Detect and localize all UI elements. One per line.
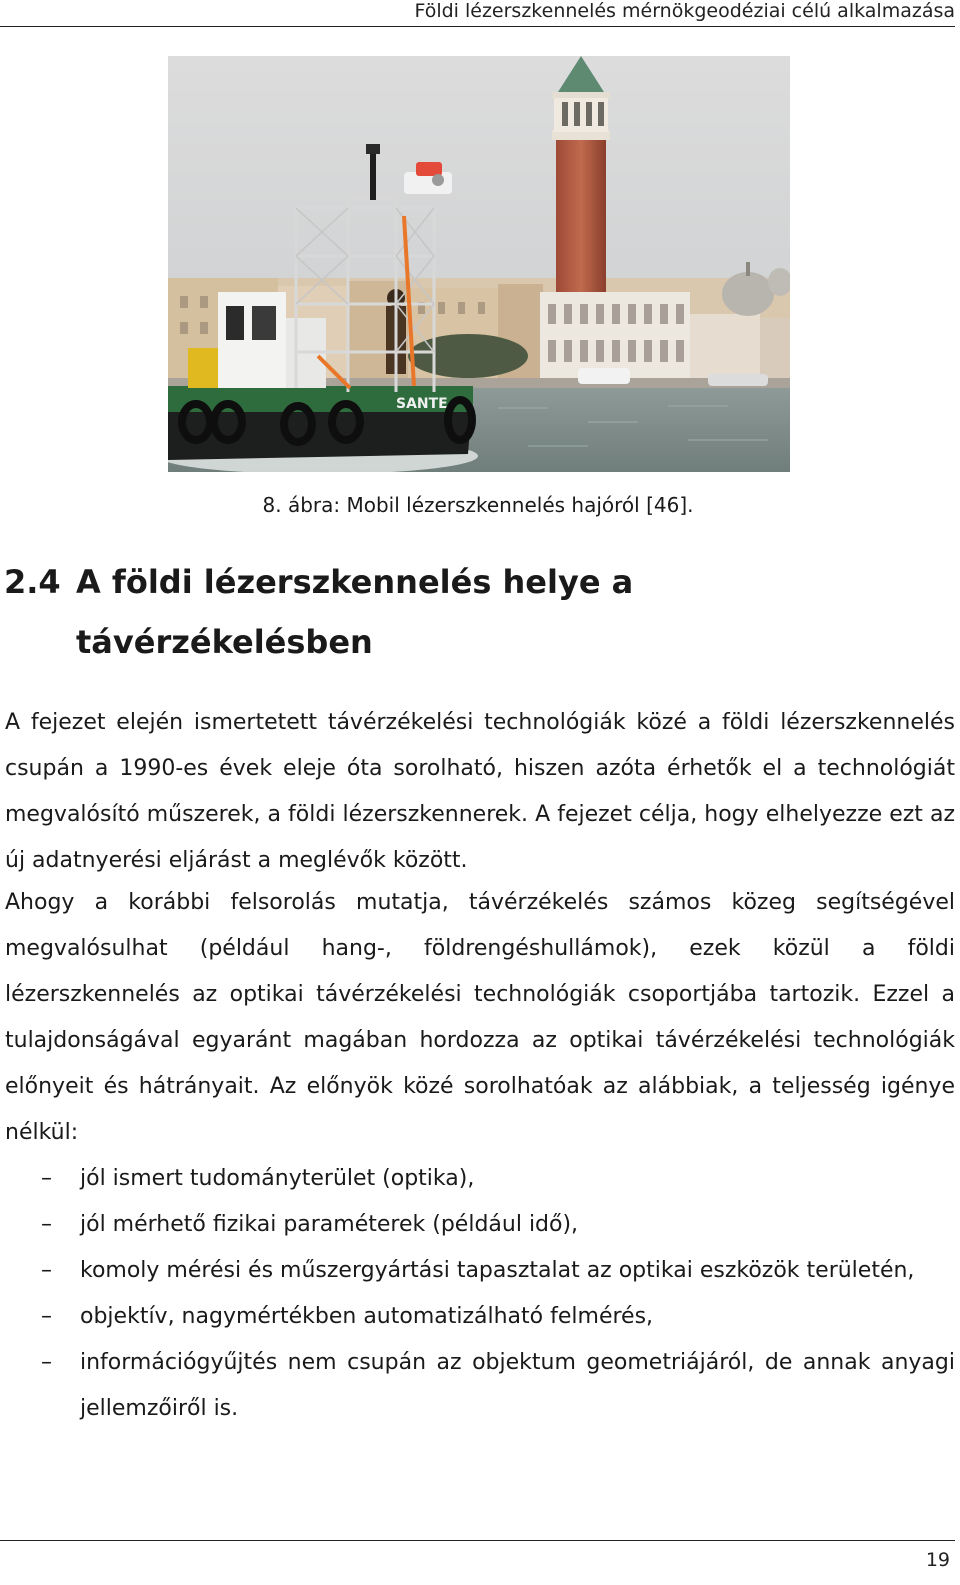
paragraph-1: A fejezet elején ismertetett távérzékelési technológiák közé a földi lézerszkennelés csupán a 1990-es évek eleje óta sorolható, hiszen azóta érhetők el a technológiát megvalósító műszerek, a földi lézerszkennerek. A fejezet célja, hogy elhelyezze ezt az új adatnyerési eljárást a meglévők között. <box>5 710 955 873</box>
list-item-text: információgyűjtés nem csupán az objektum geometriájáról, de annak anyagi jellemzőiről is. <box>80 1350 955 1421</box>
list-item-text: jól mérhető fizikai paraméterek (például idő), <box>80 1212 579 1237</box>
list-item <box>5 1294 955 1340</box>
boat-scanning-photo <box>168 56 790 472</box>
body-text <box>5 700 955 1432</box>
section-number: 2.4 <box>4 563 61 601</box>
list-item-text: komoly mérési és műszergyártási tapasztalat az optikai eszközök területén, <box>80 1258 915 1283</box>
list-item <box>5 1340 955 1432</box>
list-item <box>5 1202 955 1248</box>
section-title-line-1: A földi lézerszkennelés helye a <box>76 563 634 601</box>
list-bullet: – <box>41 1166 52 1191</box>
boat-name: SANTE <box>396 396 448 412</box>
list-item-text: jól ismert tudományterület (optika), <box>80 1166 475 1191</box>
paragraph-2: Ahogy a korábbi felsorolás mutatja, távérzékelés számos közeg segítségével megvalósulhat (például hang-, földrengéshullámok), ezek közül a földi lézerszkennelés az optikai távérzékelési technológiák csoportjába tartozik. Ezzel a tulajdonságával egyaránt magában hordozza az optikai távérzékelési technológiák előnyeit és hátrányait. Az előnyök közé sorolhatóak az alábbiak, a teljesség igénye nélkül: <box>5 890 955 1145</box>
list-item <box>5 1156 955 1202</box>
footer-rule <box>0 1540 955 1541</box>
list-item-text: objektív, nagymértékben automatizálható felmérés, <box>80 1304 654 1329</box>
section-title-line-2: távérzékelésben <box>76 623 373 661</box>
list-bullet: – <box>41 1258 52 1283</box>
list-bullet: – <box>41 1212 52 1237</box>
figure-caption-text: 8. ábra: Mobil lézerszkennelés hajóról [46]. <box>262 493 694 517</box>
list-bullet: – <box>41 1304 52 1329</box>
running-header <box>0 0 955 27</box>
list-bullet: – <box>41 1350 52 1375</box>
figure-caption <box>0 493 960 517</box>
page-number: 19 <box>925 1549 950 1571</box>
running-title: Földi lézerszkennelés mérnökgeodéziai célú alkalmazása <box>414 0 955 22</box>
list-item <box>5 1248 955 1294</box>
advantages-list <box>5 1156 955 1432</box>
section-heading <box>4 552 954 672</box>
figure-photo <box>168 56 790 472</box>
